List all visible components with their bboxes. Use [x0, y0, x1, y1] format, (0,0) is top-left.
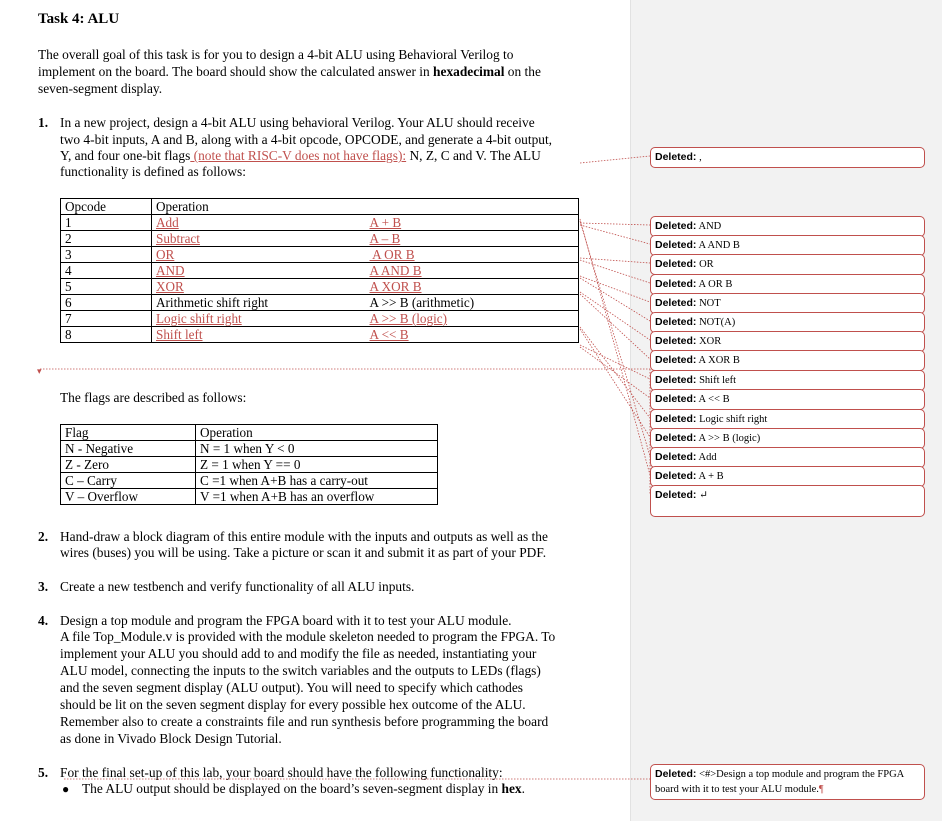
- comment-deleted-text: <#>Design a top module and program the FPGA: [696, 769, 905, 780]
- opcode-cell: 1: [61, 215, 152, 231]
- item-4-line-2: A file Top_Module.v is provided with the module skeleton needed to program the FPGA. To: [60, 629, 556, 644]
- comment-label: Deleted:: [655, 316, 697, 328]
- comment-label: Deleted:: [655, 413, 697, 425]
- operation-name: AND: [156, 263, 185, 278]
- operation-expression: A OR B: [369, 247, 415, 262]
- opcode-cell: 5: [61, 279, 152, 295]
- comment-deleted-text: A OR B: [696, 279, 733, 290]
- flag-operation-cell: V =1 when A+B has an overflow: [196, 489, 438, 505]
- flag-name-cell: N - Negative: [61, 441, 196, 457]
- deletion-caret-icon: ▾: [37, 366, 42, 376]
- comment-label: Deleted:: [655, 470, 697, 482]
- header-opcode: Opcode: [61, 199, 152, 215]
- item-3-number: 3.: [38, 579, 49, 594]
- item-5-bullet-text: The ALU output should be displayed on the board’s seven-segment display in hex.: [82, 781, 525, 796]
- operation-expression: A XOR B: [369, 279, 422, 294]
- comment-deleted-text: OR: [696, 259, 714, 270]
- item-1-number: 1.: [38, 115, 49, 130]
- deleted-comment-balloon[interactable]: [650, 293, 925, 314]
- comment-label: Deleted:: [655, 768, 697, 780]
- comment-deleted-text: Shift left: [696, 375, 737, 386]
- comment-deleted-text: NOT: [696, 298, 721, 309]
- deleted-comment-balloon[interactable]: [650, 764, 925, 800]
- deleted-comment-balloon[interactable]: [650, 485, 925, 517]
- deleted-comment-balloon[interactable]: [650, 312, 925, 333]
- header-flag-operation: Operation: [196, 425, 438, 441]
- flag-name-cell: C – Carry: [61, 473, 196, 489]
- operation-expression: A + B: [369, 215, 402, 230]
- comment-deleted-text: A >> B (logic): [696, 433, 761, 444]
- opcode-cell: 6: [61, 295, 152, 311]
- opcode-cell: 7: [61, 311, 152, 327]
- task-title: Task 4: ALU: [38, 11, 120, 27]
- item-5-number: 5.: [38, 765, 49, 780]
- operation-name: OR: [156, 247, 175, 262]
- comment-label: Deleted:: [655, 220, 697, 232]
- operation-expression: A << B: [369, 327, 409, 342]
- operation-name: XOR: [156, 279, 184, 294]
- deleted-comment-balloon[interactable]: [650, 350, 925, 371]
- flag-name-cell: Z - Zero: [61, 457, 196, 473]
- deleted-comment-balloon[interactable]: [650, 147, 925, 168]
- comment-label: Deleted:: [655, 297, 697, 309]
- opcode-cell: 3: [61, 247, 152, 263]
- intro-line-1: The overall goal of this task is for you to design a 4-bit ALU using Behavioral Verilog to: [38, 47, 514, 62]
- header-operation: Operation: [152, 199, 366, 215]
- flag-operation-cell: C =1 when A+B has a carry-out: [196, 473, 438, 489]
- bullet-icon: ●: [62, 782, 70, 796]
- item-4-line-7: Remember also to create a constraints file and run synthesis before programming the board: [60, 714, 549, 729]
- deleted-comment-balloon[interactable]: [650, 428, 925, 449]
- comment-label: Deleted:: [655, 354, 697, 366]
- comment-label: Deleted:: [655, 239, 697, 251]
- comment-label: Deleted:: [655, 374, 697, 386]
- intro-line-3: seven-segment display.: [38, 81, 163, 96]
- comment-label: Deleted:: [655, 278, 697, 290]
- comment-deleted-text: NOT(A): [696, 317, 736, 328]
- item-4-line-6: should be lit on the seven segment display for every possible hex outcome of the ALU.: [60, 697, 526, 712]
- item-1-line-1: In a new project, design a 4-bit ALU using behavioral Verilog. Your ALU should receive: [60, 115, 535, 130]
- item-4-number: 4.: [38, 613, 49, 628]
- deleted-comment-balloon[interactable]: [650, 447, 925, 468]
- operation-expression: A AND B: [369, 263, 422, 278]
- item-5-line-1: For the final set-up of this lab, your board should have the following functionality:: [60, 765, 503, 780]
- deleted-comment-balloon[interactable]: [650, 254, 925, 275]
- flag-operation-cell: N = 1 when Y < 0: [196, 441, 438, 457]
- comment-deleted-text: XOR: [696, 336, 722, 347]
- comment-label: Deleted:: [655, 432, 697, 444]
- operation-name: Subtract: [156, 231, 200, 246]
- comment-deleted-text: AND: [696, 221, 722, 232]
- flag-operation-cell: Z = 1 when Y == 0: [196, 457, 438, 473]
- comment-label: Deleted:: [655, 489, 697, 501]
- opcode-cell: 4: [61, 263, 152, 279]
- item-4-line-1: Design a top module and program the FPGA board with it to test your ALU module.: [60, 613, 512, 628]
- operation-expression: A >> B (arithmetic): [369, 295, 475, 310]
- header-flag: Flag: [61, 425, 196, 441]
- comment-label: Deleted:: [655, 335, 697, 347]
- opcode-cell: 8: [61, 327, 152, 343]
- item-4-line-3: implement your ALU you should add to and modify the file as needed, instantiating your: [60, 646, 537, 661]
- comment-deleted-text: A << B: [696, 394, 730, 405]
- comment-label: Deleted:: [655, 151, 697, 163]
- flags-intro: The flags are described as follows:: [60, 390, 247, 405]
- operation-expression: A >> B (logic): [369, 311, 448, 326]
- item-2-line-1: Hand-draw a block diagram of this entire module with the inputs and outputs as well as the: [60, 529, 548, 544]
- item-1-line-2: two 4-bit inputs, A and B, along with a 4-bit opcode, OPCODE, and generate a 4-bit output,: [60, 132, 553, 147]
- comment-deleted-text: A + B: [696, 471, 724, 482]
- operation-name: Arithmetic shift right: [156, 295, 269, 310]
- item-1-line-3: Y, and four one-bit flags (note that RISC-V does not have flags): N, Z, C and V. The ALU: [60, 148, 541, 163]
- deleted-comment-balloon[interactable]: [650, 331, 925, 352]
- comment-deleted-text-continued: board with it to test your ALU module.: [655, 784, 819, 795]
- comment-label: Deleted:: [655, 393, 697, 405]
- deleted-comment-balloon[interactable]: [650, 370, 925, 391]
- deleted-comment-balloon[interactable]: [650, 466, 925, 487]
- deleted-comment-balloon[interactable]: [650, 389, 925, 410]
- deleted-comment-balloon[interactable]: [650, 274, 925, 295]
- item-4-line-8: as done in Vivado Block Design Tutorial.: [60, 731, 282, 746]
- item-2-line-2: wires (buses) you will be using. Take a picture or scan it and submit it as part of your PDF.: [60, 545, 547, 560]
- deleted-comment-balloon[interactable]: [650, 409, 925, 430]
- comment-deleted-text: Add: [696, 452, 717, 463]
- operation-name: Add: [156, 215, 179, 230]
- flag-name-cell: V – Overflow: [61, 489, 196, 505]
- comment-deleted-text: Logic shift right: [696, 414, 768, 425]
- item-4-line-5: and the seven segment display (ALU output). You will need to specify which cathodes: [60, 680, 524, 695]
- comment-deleted-text: ↵: [696, 490, 708, 501]
- operation-name: Shift left: [156, 327, 203, 342]
- operation-expression: A – B: [369, 231, 401, 246]
- item-4-line-4: ALU model, connecting the inputs to the switch variables and the outputs to LEDs (flags): [60, 663, 541, 678]
- item-1-line-4: functionality is defined as follows:: [60, 164, 246, 179]
- inserted-text: (note that RISC-V does not have flags):: [190, 148, 407, 163]
- comment-deleted-text: A AND B: [696, 240, 740, 251]
- operation-name: Logic shift right: [156, 311, 242, 326]
- pilcrow-icon: ¶: [818, 784, 824, 795]
- deleted-comment-balloon[interactable]: [650, 216, 925, 237]
- deleted-comment-balloon[interactable]: [650, 235, 925, 256]
- comment-label: Deleted:: [655, 258, 697, 270]
- comment-deleted-text: A XOR B: [696, 355, 740, 366]
- item-2-number: 2.: [38, 529, 49, 544]
- opcode-cell: 2: [61, 231, 152, 247]
- comment-label: Deleted:: [655, 451, 697, 463]
- intro-line-2: implement on the board. The board should show the calculated answer in hexadecimal on the: [38, 64, 541, 79]
- comment-deleted-text: ,: [696, 152, 702, 163]
- item-3-line-1: Create a new testbench and verify functionality of all ALU inputs.: [60, 579, 415, 594]
